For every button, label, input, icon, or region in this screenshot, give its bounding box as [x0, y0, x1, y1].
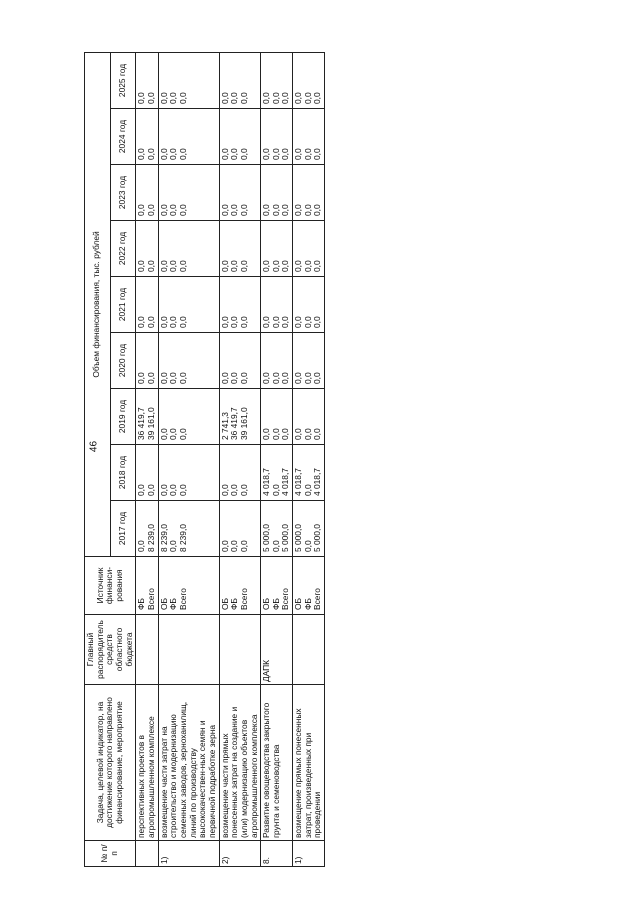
row-value: 0,0 0,0 0,0 [261, 52, 293, 108]
row-task: перспективных проектов в агропромышленном комплексе [136, 685, 158, 841]
row-num [136, 841, 158, 867]
row-value: 0,0 0,0 0,0 [158, 52, 219, 108]
row-value: 0,0 0,0 0,0 [261, 221, 293, 277]
row-value: 0,0 0,0 0,0 [158, 333, 219, 389]
row-manager [136, 615, 158, 685]
row-value: 0,0 0,0 0,0 [293, 52, 325, 108]
row-value: 0,0 0,0 0,0 [293, 221, 325, 277]
table-row [293, 52, 325, 866]
header-manager: Главный распорядитель средств областного бюджета [85, 615, 136, 685]
row-manager: ДАПК [261, 615, 293, 685]
header-task: Задача, целевой индикатор, на достижение которого направлено финансирование, мероприятие [85, 685, 136, 841]
row-value: 0,0 8 239,0 [136, 501, 158, 557]
page-number: 46 [88, 440, 100, 453]
header-year: 2024 год [110, 109, 136, 165]
table-row [158, 52, 219, 866]
row-manager [219, 615, 261, 685]
row-task: возмещение прямых понесенных затрат, произведенных при проведении [293, 685, 325, 841]
row-value: 0,0 0,0 0,0 [219, 221, 261, 277]
row-num: 1) [293, 841, 325, 867]
row-value: 0,0 0,0 0,0 [293, 165, 325, 221]
row-value: 5 000,0 0,0 5 000,0 [293, 501, 325, 557]
header-year: 2019 год [110, 389, 136, 445]
row-value: 0,0 0,0 0,0 [261, 109, 293, 165]
row-value: 0,0 0,0 0,0 [219, 501, 261, 557]
row-value: 0,0 0,0 0,0 [219, 52, 261, 108]
row-value: 0,0 0,0 0,0 [158, 389, 219, 445]
row-value: 0,0 0,0 0,0 [158, 445, 219, 501]
header-source: Источник финанси-рования [85, 557, 136, 615]
row-value: 0,0 0,0 0,0 [158, 277, 219, 333]
row-sources: ОБ ФБ Всего [158, 557, 219, 615]
header-num: № п/п [85, 841, 136, 867]
row-task: Развитие овощеводства закрытого грунта и семеноводства [261, 685, 293, 841]
table-row [261, 52, 293, 866]
row-num: 1) [158, 841, 219, 867]
row-value: 0,0 0,0 0,0 [219, 277, 261, 333]
header-year: 2021 год [110, 277, 136, 333]
row-value: 0,0 0,0 0,0 [261, 165, 293, 221]
row-value: 0,0 0,0 [136, 277, 158, 333]
row-task: возмещение части прямых понесенных затрат на создание и (или) модернизацию объектов агропромышленного комплекса [219, 685, 261, 841]
row-num: 8. [261, 841, 293, 867]
row-sources: ОБ ФБ Всего [293, 557, 325, 615]
row-sources: ОБ ФБ Всего [261, 557, 293, 615]
row-value: 0,0 0,0 0,0 [219, 109, 261, 165]
financing-table [84, 52, 325, 867]
table-row [219, 52, 261, 866]
row-value: 0,0 0,0 0,0 [261, 389, 293, 445]
row-value: 2 741,3 36 419,7 39 161,0 [219, 389, 261, 445]
row-value: 0,0 0,0 0,0 [293, 333, 325, 389]
header-year: 2022 год [110, 221, 136, 277]
row-value: 0,0 0,0 0,0 [293, 109, 325, 165]
row-value: 4 018,7 0,0 4 018,7 [261, 445, 293, 501]
row-value: 0,0 0,0 0,0 [219, 333, 261, 389]
header-year: 2017 год [110, 501, 136, 557]
row-value: 0,0 0,0 0,0 [158, 221, 219, 277]
row-value: 0,0 0,0 0,0 [261, 333, 293, 389]
financing-table-rotated [84, 57, 586, 867]
row-value: 36 419,7 39 161,0 [136, 389, 158, 445]
header-year: 2018 год [110, 445, 136, 501]
row-task: возмещение части затрат на строительство и модернизацию семенных заводов, зерноханилищ, линий по производству высококачествен-ных семян и первичной подработке зерна [158, 685, 219, 841]
header-year: 2020 год [110, 333, 136, 389]
row-value: 0,0 0,0 0,0 [293, 389, 325, 445]
row-value: 0,0 0,0 [136, 165, 158, 221]
row-value: 0,0 0,0 0,0 [261, 277, 293, 333]
header-year: 2023 год [110, 165, 136, 221]
row-num: 2) [219, 841, 261, 867]
row-sources: ФБ Всего [136, 557, 158, 615]
row-value: 0,0 0,0 0,0 [219, 445, 261, 501]
row-value: 0,0 0,0 [136, 445, 158, 501]
header-volume: Объем финансирования, тыс. рублей [85, 52, 111, 556]
row-manager [158, 615, 219, 685]
row-value: 0,0 0,0 [136, 109, 158, 165]
row-sources: ОБ ФБ Всего [219, 557, 261, 615]
row-value: 0,0 0,0 [136, 333, 158, 389]
table-row [136, 52, 158, 866]
row-value: 0,0 0,0 [136, 52, 158, 108]
row-value: 0,0 0,0 0,0 [293, 277, 325, 333]
row-value: 0,0 0,0 [136, 221, 158, 277]
row-manager [293, 615, 325, 685]
row-value: 0,0 0,0 0,0 [219, 165, 261, 221]
header-year: 2025 год [110, 52, 136, 108]
row-value: 4 018,7 0,0 4 018,7 [293, 445, 325, 501]
row-value: 0,0 0,0 0,0 [158, 165, 219, 221]
row-value: 8 239,0 0,0 8 239,0 [158, 501, 219, 557]
row-value: 5 000,0 0,0 5 000,0 [261, 501, 293, 557]
row-value: 0,0 0,0 0,0 [158, 109, 219, 165]
